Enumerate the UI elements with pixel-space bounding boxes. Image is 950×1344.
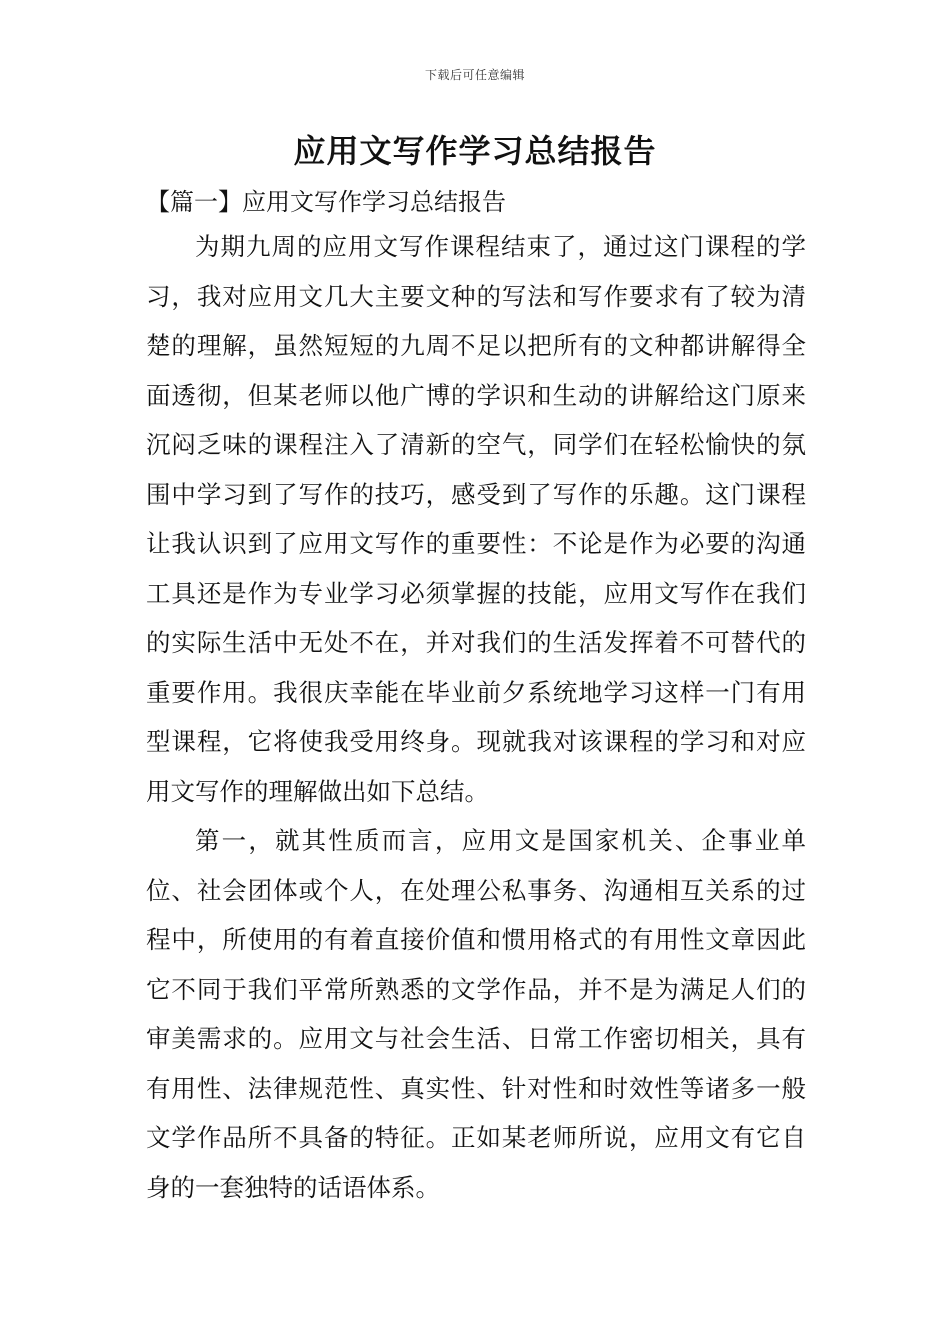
document-body xyxy=(146,222,806,1212)
header-note: 下载后可任意编辑 xyxy=(424,68,525,82)
section-heading: 【篇一】应用文写作学习总结报告 xyxy=(146,188,506,216)
paragraph: 为期九周的应用文写作课程结束了，通过这门课程的学习，我对应用文几大主要文种的写法和写作要求有了较为清楚的理解，虽然短短的九周不足以把所有的文种都讲解得全面透彻，但某老师以他广博的学识和生动的讲解给这门原来沉闷乏味的课程注入了清新的空气，同学们在轻松愉快的氛围中学习到了写作的技巧，感受到了写作的乐趣。这门课程让我认识到了应用文写作的重要性：不论是作为必要的沟通工具还是作为专业学习必须掌握的技能，应用文写作在我们的实际生活中无处不在，并对我们的生活发挥着不可替代的重要作用。我很庆幸能在毕业前夕系统地学习这样一门有用型课程，它将使我受用终身。现就我对该课程的学习和对应用文写作的理解做出如下总结。 xyxy=(146,232,806,806)
document-title: 应用文写作学习总结报告 xyxy=(293,132,657,170)
paragraph: 第一，就其性质而言，应用文是国家机关、企事业单位、社会团体或个人，在处理公私事务、沟通相互关系的过程中，所使用的有着直接价值和惯用格式的有用性文章因此它不同于我们平常所熟悉的文学作品，并不是为满足人们的审美需求的。应用文与社会生活、日常工作密切相关，具有有用性、法律规范性、真实性、针对性和时效性等诸多一般文学作品所不具备的特征。正如某老师所说，应用文有它自身的一套独特的话语体系。 xyxy=(146,826,806,1202)
